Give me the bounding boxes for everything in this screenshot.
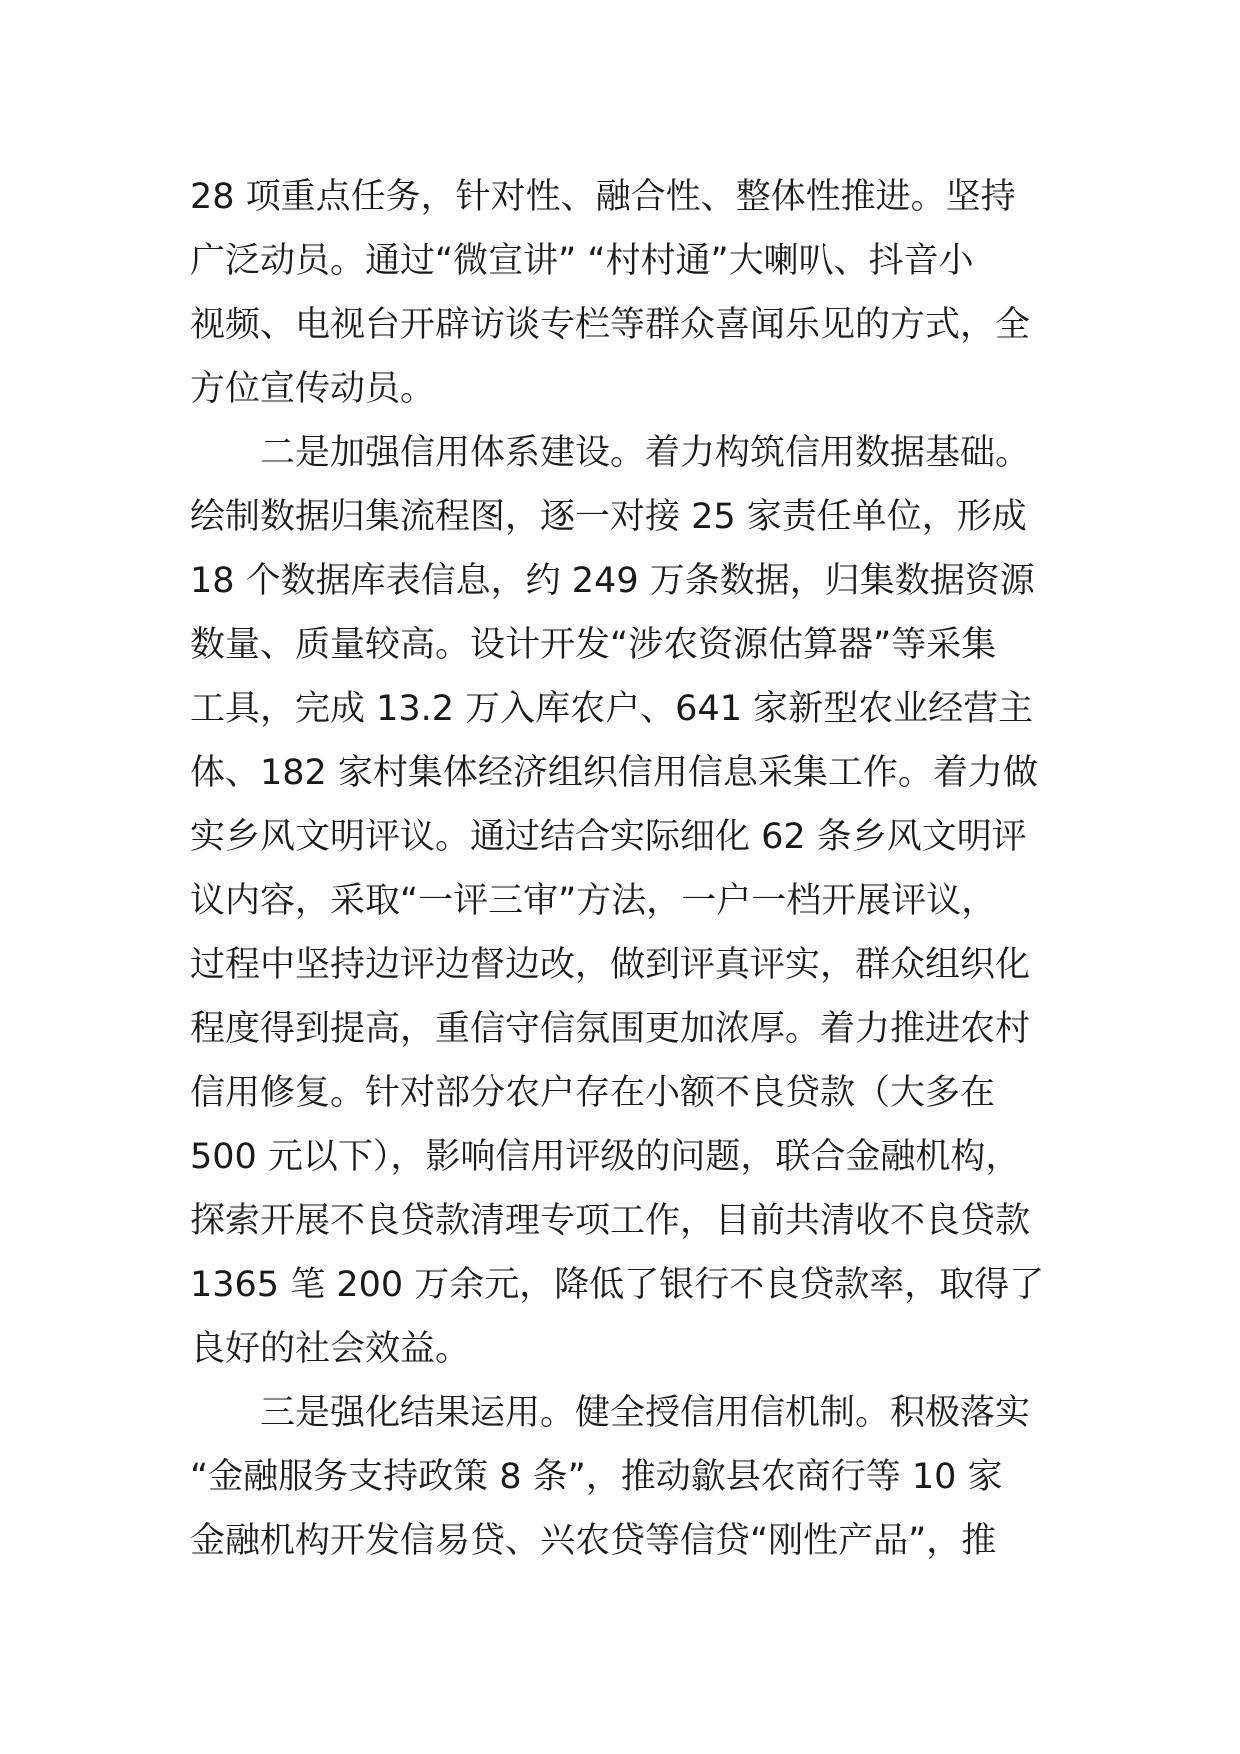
paragraph-2	[190, 421, 1060, 1381]
text-line: 实乡风文明评议。通过结合实际细化 62 条乡风文明评	[190, 817, 1027, 857]
text-line: 金融机构开发信易贷、兴农贷等信贷“刚性产品”，推	[190, 1521, 997, 1561]
text-line: 18 个数据库表信息，约 249 万条数据，归集数据资源	[190, 561, 1035, 601]
text-line: 视频、电视台开辟访谈专栏等群众喜闻乐见的方式，全	[190, 305, 1031, 345]
text-line: 绘制数据归集流程图，逐一对接 25 家责任单位，形成	[190, 497, 1027, 537]
text-line: 良好的社会效益。	[190, 1329, 471, 1369]
text-line: “金融服务支持政策 8 条”，推动歙县农商行等 10 家	[190, 1457, 1003, 1497]
paragraph-3	[190, 1381, 1060, 1573]
text-line: 1365 笔 200 万余元，降低了银行不良贷款率，取得了	[190, 1265, 1045, 1305]
text-line: 500 元以下），影响信用评级的问题，联合金融机构，	[190, 1137, 1021, 1177]
text-line: 三是强化结果运用。健全授信用信机制。积极落实	[260, 1393, 1031, 1433]
body-text	[190, 165, 1060, 1573]
text-line: 二是加强信用体系建设。着力构筑信用数据基础。	[260, 433, 1031, 473]
text-line: 议内容，采取“一评三审”方法，一户一档开展评议，	[190, 881, 997, 921]
text-line: 信用修复。针对部分农户存在小额不良贷款（大多在	[190, 1073, 996, 1113]
text-line: 广泛动员。通过“微宣讲” “村村通”大喇叭、抖音小	[190, 241, 974, 281]
text-line: 工具，完成 13.2 万入库农户、641 家新型农业经营主	[190, 689, 1034, 729]
text-line: 过程中坚持边评边督边改，做到评真评实，群众组织化	[190, 945, 1031, 985]
text-line: 程度得到提高，重信守信氛围更加浓厚。着力推进农村	[190, 1009, 1031, 1049]
text-line: 体、182 家村集体经济组织信用信息采集工作。着力做	[190, 753, 1038, 793]
paragraph-1	[190, 165, 1060, 421]
text-line: 探索开展不良贷款清理专项工作，目前共清收不良贷款	[190, 1201, 1031, 1241]
text-line: 方位宣传动员。	[190, 369, 436, 409]
text-line: 数量、质量较高。设计开发“涉农资源估算器”等采集	[190, 625, 997, 665]
text-line: 28 项重点任务，针对性、融合性、整体性推进。坚持	[190, 177, 1016, 217]
